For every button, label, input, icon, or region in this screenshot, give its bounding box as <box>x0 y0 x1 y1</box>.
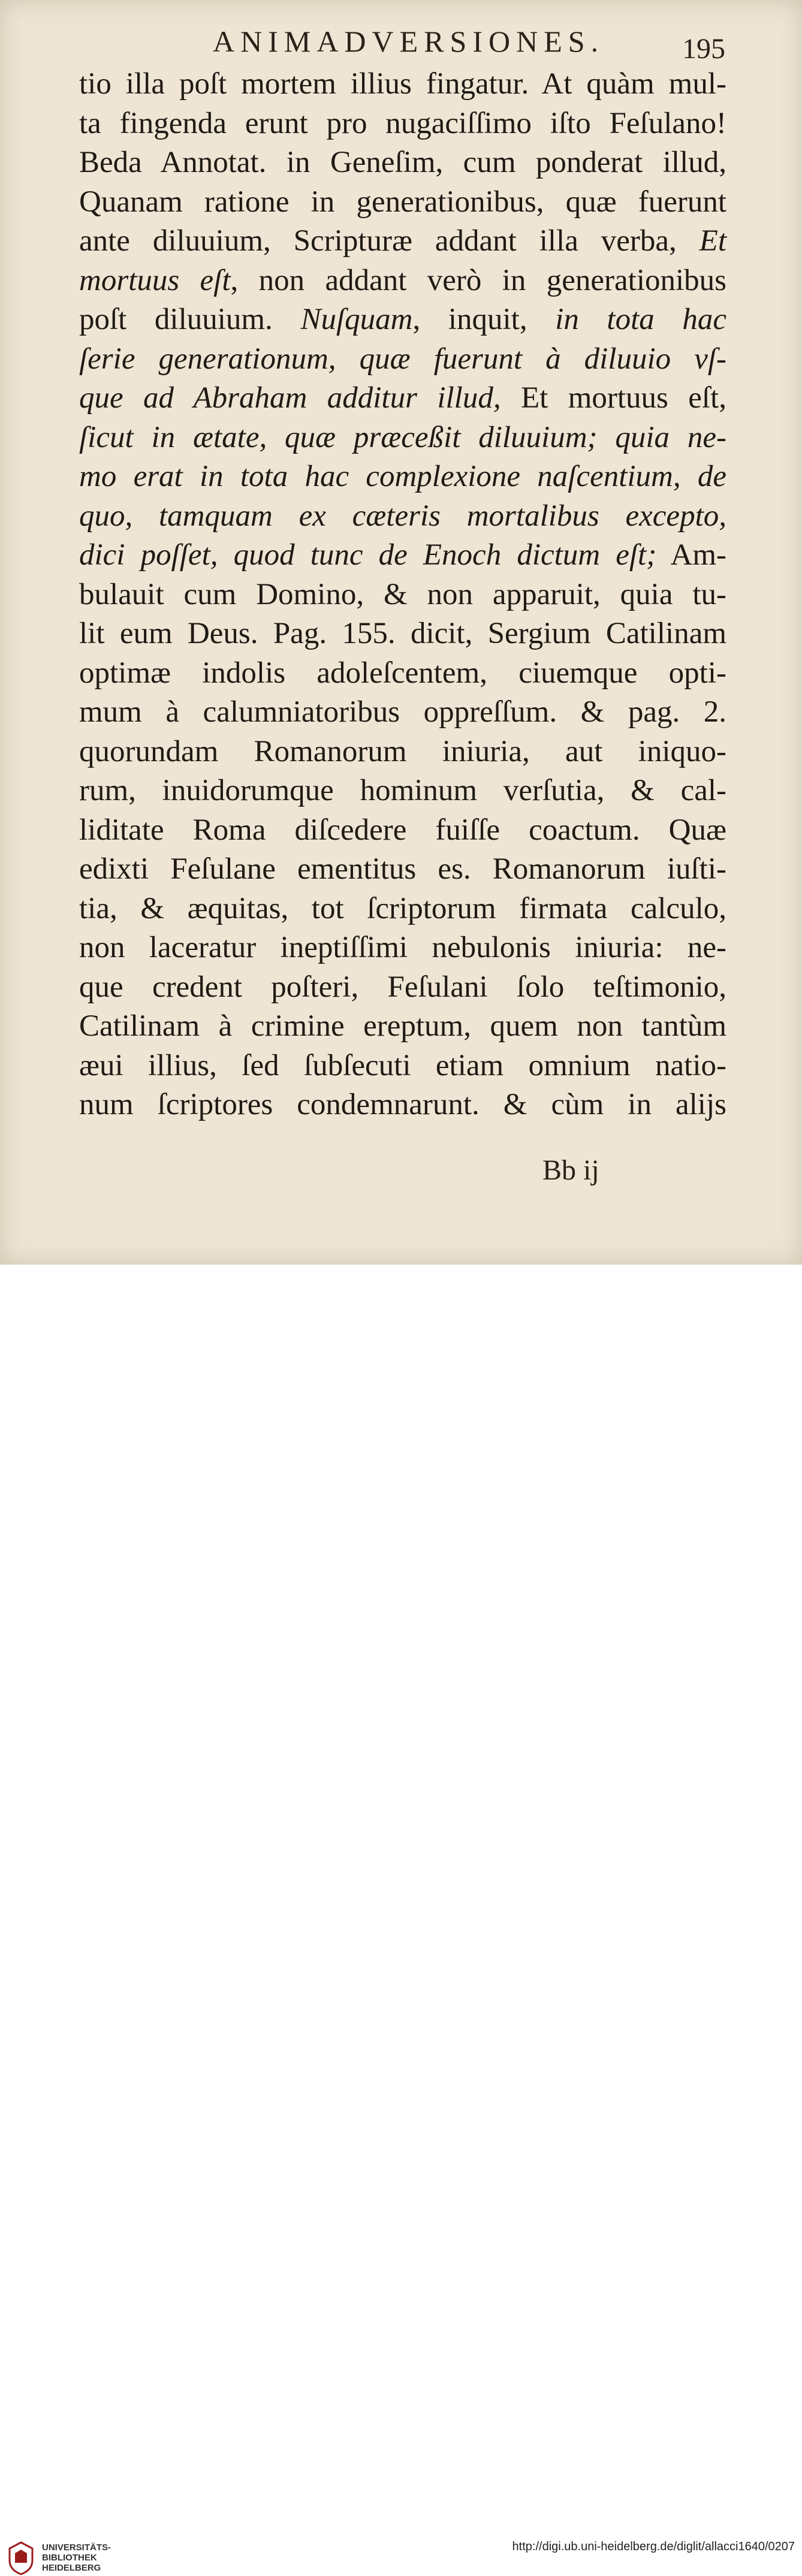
text-line <box>79 497 726 536</box>
text-line <box>79 536 726 575</box>
text-line <box>79 418 726 458</box>
text-line <box>79 575 726 615</box>
text-run: bulauit cum Domino, & non apparuit, quia tu- <box>79 577 726 611</box>
text-run: Am- <box>656 538 726 572</box>
text-run: quorundam Romanorum iniuria, aut iniquo- <box>79 734 726 768</box>
text-line <box>79 850 726 889</box>
text-line <box>79 732 726 772</box>
text-line <box>79 1007 726 1046</box>
footer-bar <box>0 1265 802 2573</box>
text-line <box>79 340 726 379</box>
italic-text-run: ſerie generationum, quæ fuerunt à diluuio vſ- <box>79 342 726 376</box>
running-title: ANIMADVERSIONES. <box>213 25 605 58</box>
text-line <box>79 65 726 104</box>
text-run: poſt diluuium. <box>79 303 301 336</box>
italic-text-run: mortuus eſt <box>79 263 231 297</box>
text-line <box>79 968 726 1008</box>
page-body-text <box>79 65 726 1125</box>
text-run: optimæ indolis adoleſcentem, ciuemque opti- <box>79 656 726 690</box>
logo-line: UNIVERSITÄTS- <box>42 2542 111 2553</box>
page-number: 195 <box>682 33 725 65</box>
book-page <box>0 0 802 1265</box>
text-line <box>79 1085 726 1125</box>
text-run: , inquit, <box>412 303 556 336</box>
logo-line: BIBLIOTHEK <box>42 2553 97 2563</box>
text-line <box>79 693 726 732</box>
italic-text-run: Nuſquam <box>300 303 413 336</box>
text-run: æui illius, ſed ſubſecuti etiam omnium natio- <box>79 1048 726 1082</box>
logo-line: HEIDELBERG <box>42 2563 101 2573</box>
text-run: lit eum Deus. Pag. 155. dicit, Sergium Catilinam <box>79 617 726 650</box>
text-line <box>79 1046 726 1086</box>
text-run: Catilinam à crimine ereptum, quem non tantùm <box>79 1009 726 1043</box>
text-line <box>79 614 726 654</box>
italic-text-run: in tota hac <box>555 303 726 336</box>
italic-text-run: mo erat in tota hac complexione naſcentium, de <box>79 460 726 493</box>
text-line <box>79 811 726 850</box>
text-run: tio illa poſt mortem illius fingatur. At quàm mul- <box>79 67 726 101</box>
text-run: Et mortuus eſt, <box>501 381 727 415</box>
italic-text-run: quo, tamquam ex cæteris mortalibus excepto, <box>79 499 726 533</box>
italic-text-run: Et <box>699 224 726 258</box>
text-run: Quanam ratione in generationibus, quæ fuerunt <box>79 185 726 219</box>
text-run: Beda Annotat. in Geneſim, cum ponderat illud, <box>79 146 726 179</box>
library-logo-text <box>42 2542 111 2573</box>
text-line <box>79 457 726 497</box>
permalink-url[interactable]: http://digi.ub.uni-heidelberg.de/diglit/allacci1640/0207 <box>512 2540 795 2553</box>
text-run: rum, inuidorumque hominum verſutia, & cal- <box>79 774 726 807</box>
text-line <box>79 300 726 340</box>
text-run: edixti Feſulane ementitus es. Romanorum iuſti- <box>79 852 726 886</box>
text-line <box>79 889 726 929</box>
text-run: ta fingenda erunt pro nugaciſſimo iſto Feſulano! <box>79 106 726 140</box>
text-run: num ſcriptores condemnarunt. & cùm in alijs <box>79 1088 726 1121</box>
italic-text-run: dici poſſet, quod tunc de Enoch dictum eſt; <box>79 538 657 572</box>
italic-text-run: que ad Abraham additur illud, <box>79 381 501 415</box>
text-line <box>79 183 726 222</box>
text-line <box>79 654 726 693</box>
text-line <box>79 379 726 418</box>
italic-text-run: ſicut in ætate, quæ præceßit diluuium; quia ne- <box>79 420 726 454</box>
text-line <box>79 222 726 261</box>
text-line <box>79 928 726 968</box>
text-line <box>79 104 726 144</box>
text-run: tia, & æquitas, tot ſcriptorum firmata calculo, <box>79 891 726 925</box>
text-run: ante diluuium, Scripturæ addant illa verba, <box>79 224 700 258</box>
text-line <box>79 771 726 811</box>
text-run: non laceratur ineptiſſimi nebulonis iniuria: ne- <box>79 931 726 964</box>
text-line <box>79 261 726 301</box>
signature-mark: Bb ij <box>542 1154 599 1186</box>
text-line <box>79 143 726 183</box>
text-run: que credent poſteri, Feſulani ſolo teſtimonio, <box>79 970 726 1004</box>
text-run: mum à calumniatoribus oppreſſum. & pag. 2. <box>79 695 726 729</box>
text-run: , non addant verò in generationibus <box>230 263 727 297</box>
university-seal-icon <box>6 2540 36 2576</box>
text-run: liditate Roma diſcedere fuiſſe coactum. Quæ <box>79 813 726 847</box>
